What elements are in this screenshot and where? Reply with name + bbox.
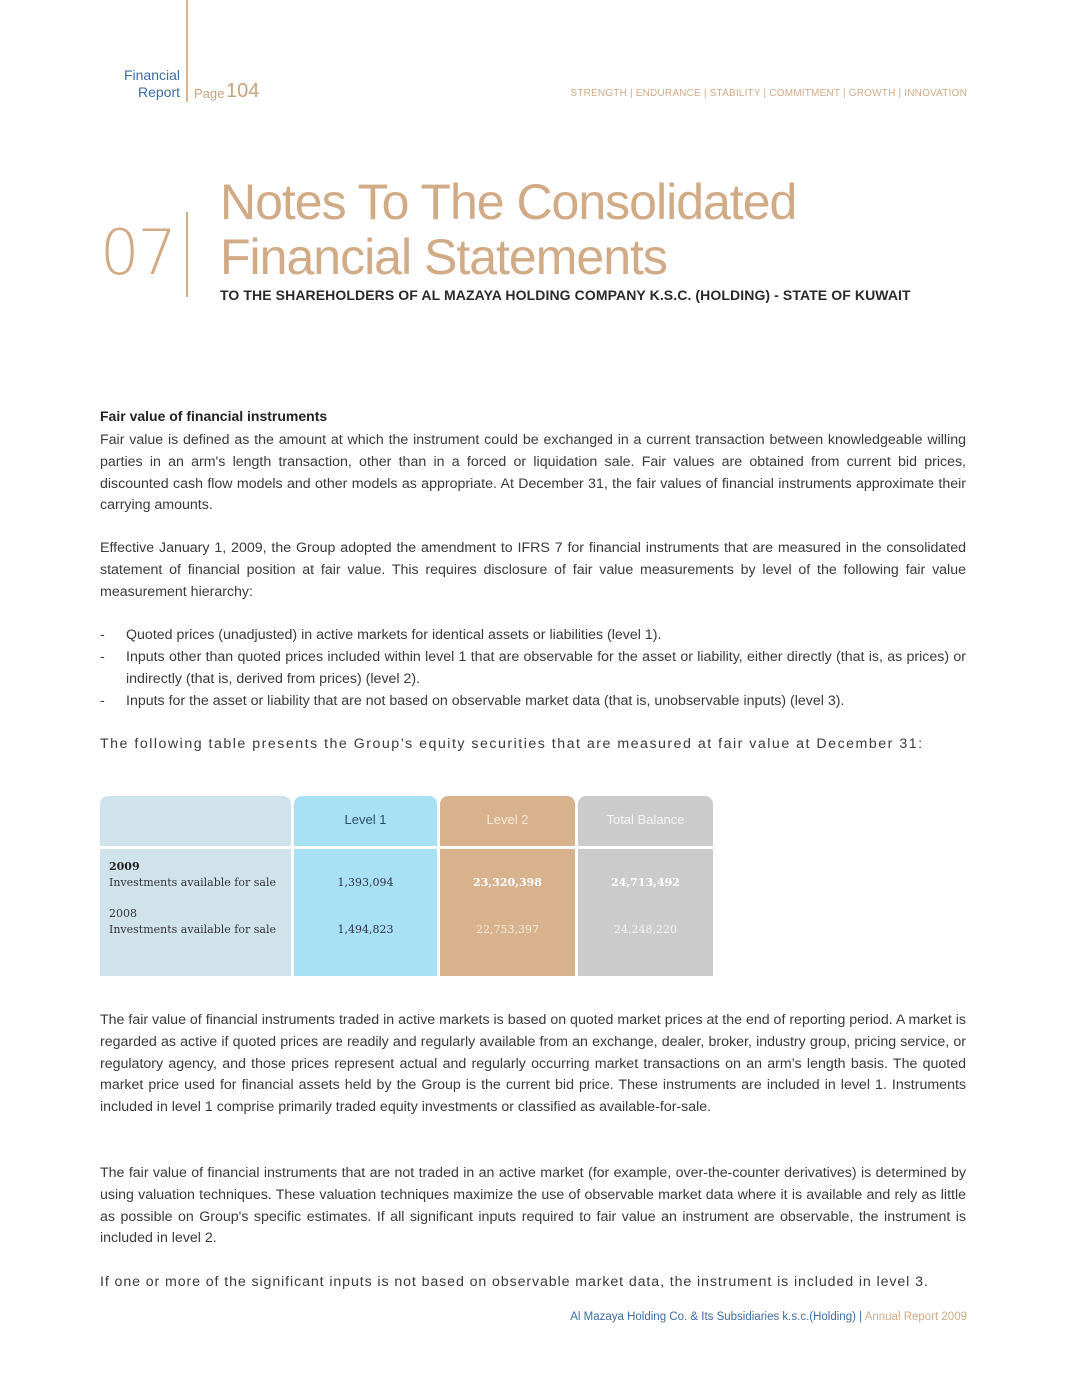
page-label: Page — [194, 86, 225, 101]
table-header-separator — [100, 846, 713, 849]
row-label-2008: Investments available for sale — [109, 923, 276, 936]
footer-separator: | — [859, 1311, 863, 1323]
row-label-2009: Investments available for sale — [109, 876, 276, 889]
list-item-text: Inputs for the asset or liability that are not based on observable market data (that is, unobservable inputs) (level 3). — [126, 693, 845, 709]
cell-2009-total: 24,713,492 — [611, 876, 680, 889]
cell-2008-level1: 1,494,823 — [337, 923, 394, 936]
cell-2009-level2: 23,320,398 — [473, 876, 542, 889]
chapter-number: 07 — [100, 216, 175, 289]
chapter-divider — [186, 212, 188, 297]
row-year-2009: 2009 — [109, 860, 140, 873]
header-tagline: STRENGTH | ENDURANCE | STABILITY | COMMITMENT | GROWTH | INNOVATION — [570, 88, 967, 99]
page-subtitle: TO THE SHAREHOLDERS OF AL MAZAYA HOLDING COMPANY K.S.C. (HOLDING) - STATE OF KUWAIT — [220, 287, 911, 303]
page-footer — [570, 1311, 967, 1323]
bullet-dash: - — [100, 693, 105, 709]
page-title-line1: Notes To The Consolidated — [220, 174, 797, 230]
cell-2009-level1: 1,393,094 — [337, 876, 394, 889]
cell-2008-total: 24,248,220 — [614, 923, 677, 936]
page-number: 104 — [226, 80, 260, 102]
section-name-line1: Financial — [123, 67, 180, 83]
column-header-level2: Level 2 — [486, 812, 529, 827]
footer-company: Al Mazaya Holding Co. & Its Subsidiaries k.s.c.(Holding) — [570, 1311, 856, 1323]
paragraph-definition: Fair value is defined as the amount at which the instrument could be exchanged in a current transaction between knowledgeable willing parties in an arm's length transaction, other than in a forced or liquidation sale. Fair values are obtained from current bid prices, discounted cash flow models and other models as appropriate. At December 31, the fair values of financial instruments approximate their carrying amounts. — [100, 432, 966, 514]
page-title-line2: Financial Statements — [220, 229, 667, 285]
cell-2008-level2: 22,753,397 — [476, 923, 539, 936]
row-year-2008: 2008 — [109, 907, 137, 920]
paragraph-level1: The fair value of financial instruments traded in active markets is based on quoted market prices at the end of reporting period. A market is regarded as active if quoted prices are readily and regularly available from an exchange, dealer, broker, industry group, pricing service, or regulatory agency, and those prices represent actual and regularly occurring market transactions on an arm’s length basis. The quoted market price used for financial assets held by the Group is the current bid price. These instruments are included in level 1. Instruments included in level 1 comprise primarily traded equity investments or classified as available-for-sale. — [100, 1012, 966, 1116]
footer-report-name: Annual Report 2009 — [864, 1311, 967, 1323]
section-heading: Fair value of financial instruments — [100, 408, 328, 424]
column-header-level1: Level 1 — [344, 812, 387, 827]
column-header-total: Total Balance — [606, 812, 685, 827]
bullet-dash: - — [100, 627, 105, 643]
paragraph-level2: The fair value of financial instruments that are not traded in an active market (for example, over-the-counter derivatives) is determined by using valuation techniques. These valuation techniques maximize the use of observable market data where it is available and rely as little as possible on Group's specific estimates. If all significant inputs required to fair value an instrument are observable, the instrument is included in level 2. — [100, 1165, 966, 1247]
list-item-text: Inputs other than quoted prices included within level 1 that are observable for the asset or liability, either directly (that is, as prices) or indirectly (that is, derived from prices) (level 2). — [126, 649, 966, 687]
section-name-line2: Report — [137, 84, 180, 100]
paragraph-table-intro: The following table presents the Group’s equity securities that are measured at fair value at December 31: — [100, 736, 924, 752]
header-divider — [186, 0, 188, 102]
list-item — [100, 647, 966, 691]
list-item — [100, 691, 966, 713]
paragraph-ifrs7: Effective January 1, 2009, the Group adopted the amendment to IFRS 7 for financial instruments that are measured in the consolidated statement of financial position at fair value. This requires disclosure of fair value measurements by level of the following fair value measurement hierarchy: — [100, 540, 966, 600]
list-item — [100, 625, 966, 647]
paragraph-level3: If one or more of the significant inputs is not based on observable market data, the instrument is included in level 3. — [100, 1274, 929, 1290]
bullet-dash: - — [100, 649, 105, 665]
list-item-text: Quoted prices (unadjusted) in active markets for identical assets or liabilities (level 1). — [126, 627, 662, 643]
